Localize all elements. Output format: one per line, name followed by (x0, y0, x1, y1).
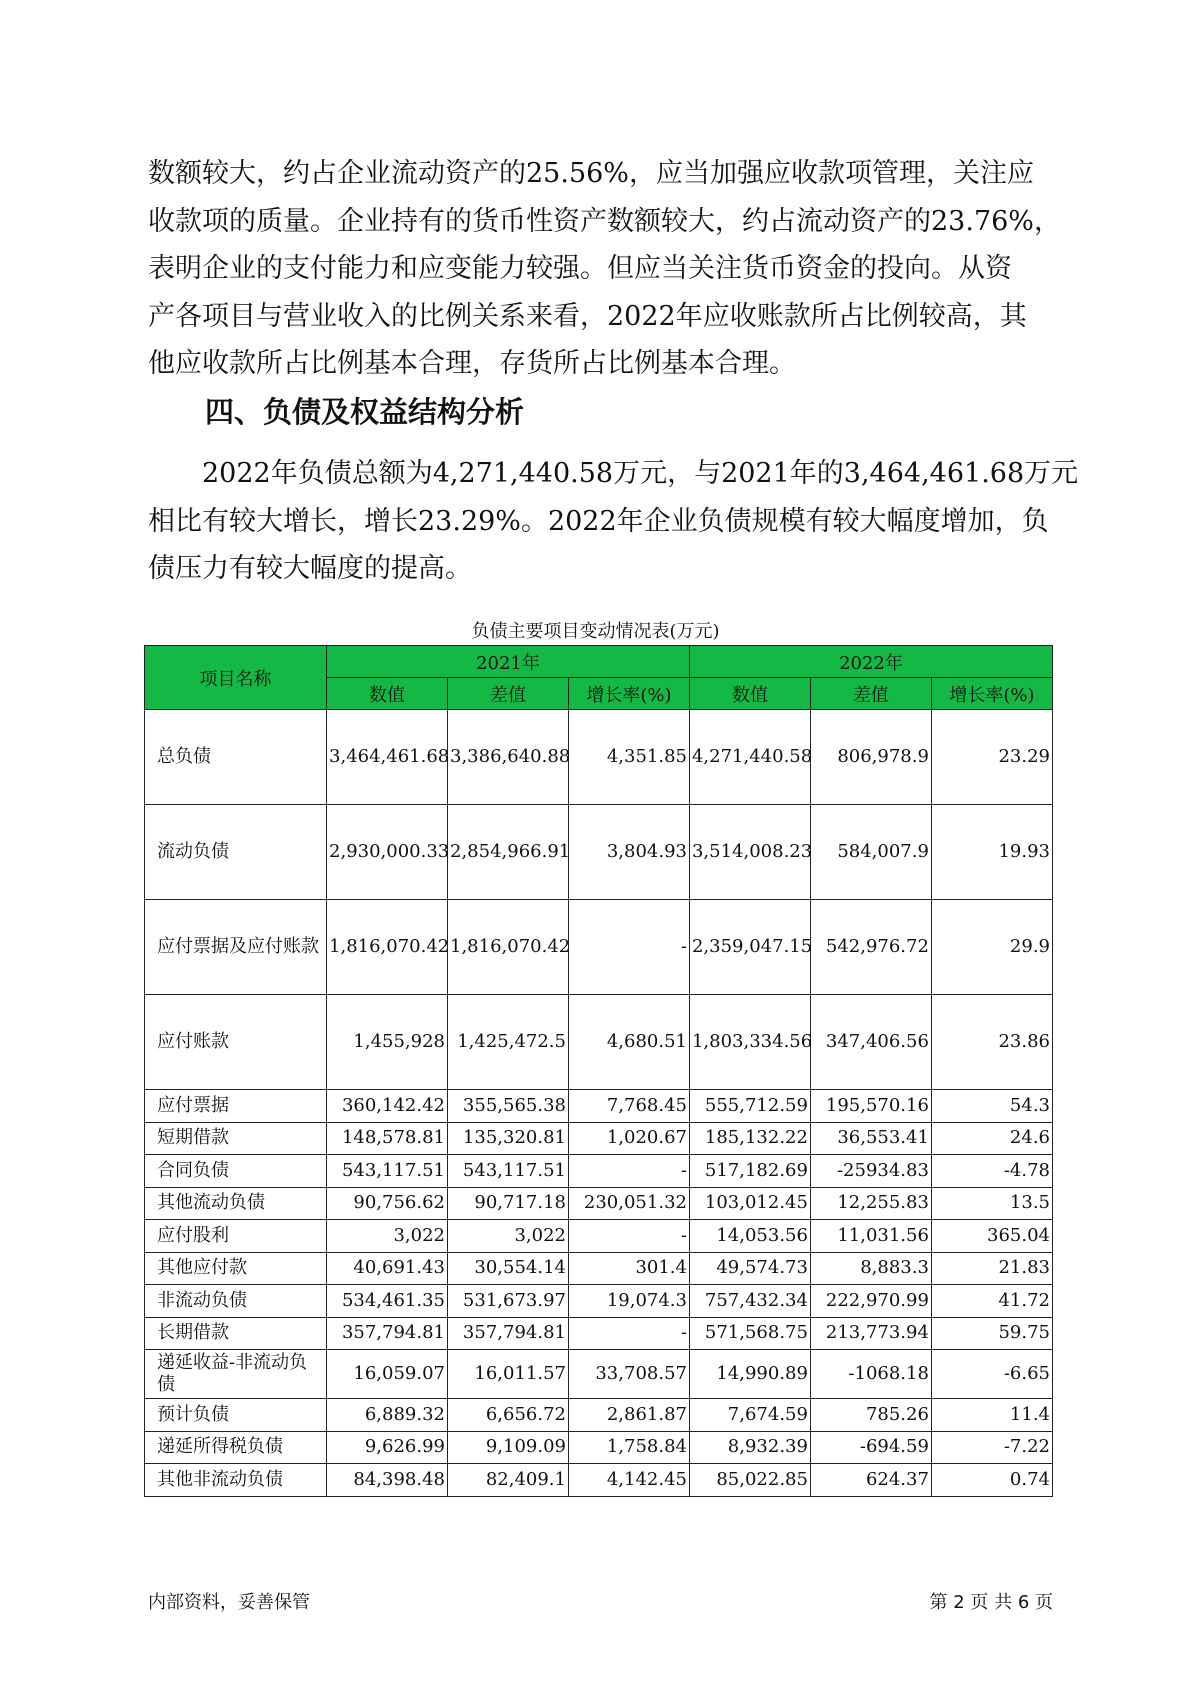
table-cell: 806,978.9 (810, 710, 931, 805)
table-cell: 222,970.99 (810, 1285, 931, 1318)
table-cell: 2,854,966.91 (448, 805, 569, 900)
table-cell: 624.37 (810, 1464, 931, 1497)
table-cell: - (568, 900, 689, 995)
table-cell: 355,565.38 (448, 1090, 569, 1123)
table-cell: 49,574.73 (689, 1252, 810, 1285)
row-label: 总负债 (145, 710, 327, 805)
table-row (145, 1399, 1053, 1432)
row-label: 预计负债 (145, 1399, 327, 1432)
table-cell: 11.4 (931, 1399, 1052, 1432)
table-cell: 3,022 (448, 1220, 569, 1253)
table-cell: 9,109.09 (448, 1431, 569, 1464)
table-caption: 负债主要项目变动情况表(万元) (471, 621, 720, 642)
row-label: 应付账款 (145, 995, 327, 1090)
paragraph-line: 收款项的质量。企业持有的货币性资产数额较大，约占流动资产的23.76%， (148, 205, 1061, 237)
table-cell: - (568, 1155, 689, 1188)
table-cell: 148,578.81 (327, 1122, 448, 1155)
row-label: 递延所得税负债 (145, 1431, 327, 1464)
table-cell: 19,074.3 (568, 1285, 689, 1318)
table-cell: 2,930,000.33 (327, 805, 448, 900)
value-header: 数值 (327, 678, 448, 710)
table-cell: 0.74 (931, 1464, 1052, 1497)
table-cell: 90,717.18 (448, 1187, 569, 1220)
table-cell: -1068.18 (810, 1350, 931, 1399)
table-cell: - (568, 1317, 689, 1350)
table-cell: 23.86 (931, 995, 1052, 1090)
table-row (145, 805, 1053, 900)
table-cell: 1,758.84 (568, 1431, 689, 1464)
table-cell: 8,883.3 (810, 1252, 931, 1285)
table-cell: 1,020.67 (568, 1122, 689, 1155)
value-header: 数值 (689, 678, 810, 710)
table-row (145, 1464, 1053, 1497)
table-cell: 365.04 (931, 1220, 1052, 1253)
table-cell: 16,059.07 (327, 1350, 448, 1399)
paragraph-line: 2022年负债总额为4,271,440.58万元，与2021年的3,464,461.68万元 (148, 458, 1079, 489)
table-cell: 555,712.59 (689, 1090, 810, 1123)
table-cell: 29.9 (931, 900, 1052, 995)
table-cell: 195,570.16 (810, 1090, 931, 1123)
table-cell: 30,554.14 (448, 1252, 569, 1285)
table-cell: 4,271,440.58 (689, 710, 810, 805)
item-name-header: 项目名称 (145, 646, 327, 710)
table-row (145, 1220, 1053, 1253)
table-row (145, 1122, 1053, 1155)
table-cell: 347,406.56 (810, 995, 931, 1090)
growth-rate-header: 增长率(%) (931, 678, 1052, 710)
table-cell: 54.3 (931, 1090, 1052, 1123)
paragraph-line: 他应收款所占比例基本合理，存货所占比例基本合理。 (148, 348, 796, 379)
table-cell: 3,514,008.23 (689, 805, 810, 900)
table-cell: 185,132.22 (689, 1122, 810, 1155)
row-label: 其他应付款 (145, 1252, 327, 1285)
table-row (145, 900, 1053, 995)
table-cell: 1,455,928 (327, 995, 448, 1090)
analysis-paragraph-assets (148, 150, 1061, 388)
analysis-paragraph-liabilities (148, 450, 1079, 593)
table-row (145, 1187, 1053, 1220)
table-cell: 12,255.83 (810, 1187, 931, 1220)
table-cell: 531,673.97 (448, 1285, 569, 1318)
year-2022-header: 2022年 (689, 646, 1052, 678)
table-row (145, 1431, 1053, 1464)
table-cell: 543,117.51 (327, 1155, 448, 1188)
footer-confidential-note: 内部资料，妥善保管 (148, 1592, 310, 1613)
table-cell: -4.78 (931, 1155, 1052, 1188)
table-cell: 357,794.81 (327, 1317, 448, 1350)
table-cell: 40,691.43 (327, 1252, 448, 1285)
row-label: 长期借款 (145, 1317, 327, 1350)
table-cell: 1,816,070.42 (448, 900, 569, 995)
table-cell: 517,182.69 (689, 1155, 810, 1188)
table-cell: 301.4 (568, 1252, 689, 1285)
table-cell: 21.83 (931, 1252, 1052, 1285)
table-cell: 24.6 (931, 1122, 1052, 1155)
table-cell: -7.22 (931, 1431, 1052, 1464)
table-cell: 41.72 (931, 1285, 1052, 1318)
table-row (145, 1155, 1053, 1188)
table-cell: 3,804.93 (568, 805, 689, 900)
table-cell: 59.75 (931, 1317, 1052, 1350)
table-cell: 85,022.85 (689, 1464, 810, 1497)
row-label: 应付票据 (145, 1090, 327, 1123)
table-cell: 757,432.34 (689, 1285, 810, 1318)
growth-rate-header: 增长率(%) (568, 678, 689, 710)
table-cell: 3,464,461.68 (327, 710, 448, 805)
table-cell: 542,976.72 (810, 900, 931, 995)
table-cell: 3,386,640.88 (448, 710, 569, 805)
difference-header: 差值 (448, 678, 569, 710)
table-row (145, 1350, 1053, 1399)
table-cell: -25934.83 (810, 1155, 931, 1188)
table-cell: 14,053.56 (689, 1220, 810, 1253)
paragraph-line: 产各项目与营业收入的比例关系来看，2022年应收账款所占比例较高，其 (148, 300, 1027, 332)
table-cell: 6,889.32 (327, 1399, 448, 1432)
table-cell: 84,398.48 (327, 1464, 448, 1497)
table-cell: 33,708.57 (568, 1350, 689, 1399)
row-label: 合同负债 (145, 1155, 327, 1188)
table-cell: 13.5 (931, 1187, 1052, 1220)
table-cell: -694.59 (810, 1431, 931, 1464)
paragraph-line: 债压力有较大幅度的提高。 (148, 553, 472, 584)
table-row (145, 1090, 1053, 1123)
table-cell: - (568, 1220, 689, 1253)
table-cell: 82,409.1 (448, 1464, 569, 1497)
paragraph-line: 相比有较大增长，增长23.29%。2022年企业负债规模有较大幅度增加，负 (148, 505, 1049, 537)
table-cell: 6,656.72 (448, 1399, 569, 1432)
table-cell: 19.93 (931, 805, 1052, 900)
table-cell: 4,142.45 (568, 1464, 689, 1497)
row-label: 其他流动负债 (145, 1187, 327, 1220)
table-cell: 4,680.51 (568, 995, 689, 1090)
table-cell: 9,626.99 (327, 1431, 448, 1464)
table-cell: 1,803,334.56 (689, 995, 810, 1090)
table-cell: 36,553.41 (810, 1122, 931, 1155)
table-cell: 8,932.39 (689, 1431, 810, 1464)
table-cell: 2,861.87 (568, 1399, 689, 1432)
row-label: 应付股利 (145, 1220, 327, 1253)
table-cell: 103,012.45 (689, 1187, 810, 1220)
section-heading: 四、负债及权益结构分析 (205, 395, 525, 429)
liabilities-table (144, 645, 1053, 1497)
table-row (145, 1317, 1053, 1350)
table-cell: 534,461.35 (327, 1285, 448, 1318)
table-cell: 357,794.81 (448, 1317, 569, 1350)
table-cell: 11,031.56 (810, 1220, 931, 1253)
table-cell: 16,011.57 (448, 1350, 569, 1399)
table-cell: 7,768.45 (568, 1090, 689, 1123)
table-row (145, 1285, 1053, 1318)
table-cell: 230,051.32 (568, 1187, 689, 1220)
row-label: 其他非流动负债 (145, 1464, 327, 1497)
table-cell: 14,990.89 (689, 1350, 810, 1399)
table-cell: 571,568.75 (689, 1317, 810, 1350)
table-cell: 360,142.42 (327, 1090, 448, 1123)
difference-header: 差值 (810, 678, 931, 710)
table-cell: 213,773.94 (810, 1317, 931, 1350)
table-cell: -6.65 (931, 1350, 1052, 1399)
table-cell: 1,816,070.42 (327, 900, 448, 995)
row-label: 流动负债 (145, 805, 327, 900)
table-cell: 785.26 (810, 1399, 931, 1432)
table-cell: 4,351.85 (568, 710, 689, 805)
table-cell: 23.29 (931, 710, 1052, 805)
table-cell: 1,425,472.5 (448, 995, 569, 1090)
table-row (145, 710, 1053, 805)
table-cell: 7,674.59 (689, 1399, 810, 1432)
table-body (145, 710, 1053, 1497)
row-label: 递延收益-非流动负债 (145, 1350, 327, 1399)
paragraph-line: 表明企业的支付能力和应变能力较强。但应当关注货币资金的投向。从资 (148, 253, 1012, 284)
page-number: 第 2 页 共 6 页 (929, 1592, 1053, 1613)
table-cell: 90,756.62 (327, 1187, 448, 1220)
table-row (145, 995, 1053, 1090)
table-cell: 3,022 (327, 1220, 448, 1253)
year-2021-header: 2021年 (327, 646, 690, 678)
table-cell: 584,007.9 (810, 805, 931, 900)
row-label: 短期借款 (145, 1122, 327, 1155)
table-row (145, 1252, 1053, 1285)
table-cell: 135,320.81 (448, 1122, 569, 1155)
table-cell: 543,117.51 (448, 1155, 569, 1188)
row-label: 非流动负债 (145, 1285, 327, 1318)
paragraph-line: 数额较大，约占企业流动资产的25.56%，应当加强应收款项管理，关注应 (148, 158, 1034, 189)
row-label: 应付票据及应付账款 (145, 900, 327, 995)
table-cell: 2,359,047.15 (689, 900, 810, 995)
